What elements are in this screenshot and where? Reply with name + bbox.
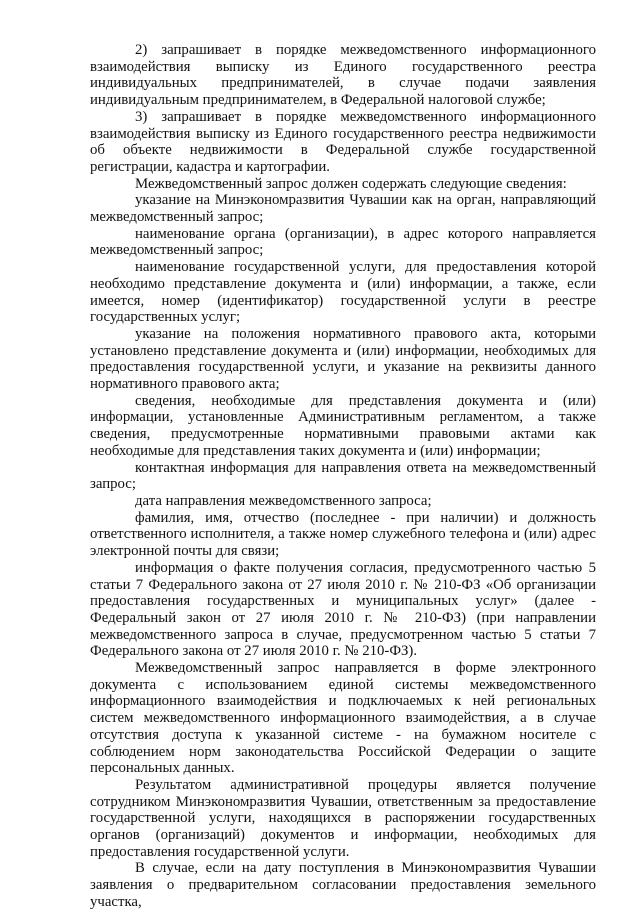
paragraph-procedure-result: Результатом административной процедуры является получение сотрудником Минэкономразвития Чувашии, ответственным за предоставление государственной услуги, находящихся в распоряжении государственных органов (организаций) документов и информации, необходимых для предоставления государственной услуги. — [90, 776, 596, 860]
paragraph-request-format: Межведомственный запрос направляется в форме электронного документа с использованием единой системы межведомственного информационного взаимодействия и подключаемых к ней региональных систем межведомственного информационного взаимодействия, а в случае отсутствия доступа к указанной системе - на бумажном носителе с соблюдением норм законодательства Российской Федерации о защите персональных данных. — [90, 660, 596, 777]
paragraph-request-egrip: 2) запрашивает в порядке межведомственного информационного взаимодействия выписку из Единого государственного реестра индивидуальных предпринимателей, в случае подачи заявления индивидуальным предпринимателем, в Федеральной налоговой службе; — [90, 42, 596, 109]
list-item-contact-info: контактная информация для направления ответа на межведомственный запрос; — [90, 459, 596, 493]
document-body — [90, 42, 596, 911]
paragraph-land-plot-case: В случае, если на дату поступления в Минэкономразвития Чувашии заявления о предварительном согласовании предоставления земельного участка, — [90, 860, 596, 910]
list-item-requesting-body: указание на Минэкономразвития Чувашии как на орган, направляющий межведомственный запрос; — [90, 192, 596, 226]
list-item-service-name: наименование государственной услуги, для предоставления которой необходимо представление документа и (или) информации, а также, если имеется, номер (идентификатор) государственной услуги в реестре государственных услуг; — [90, 259, 596, 326]
list-item-legal-act: указание на положения нормативного правового акта, которыми установлено представление документа и (или) информации, необходимых для предоставления государственной услуги, и указание на реквизиты данного нормативного правового акта; — [90, 325, 596, 393]
list-item-executor: фамилия, имя, отчество (последнее - при наличии) и должность ответственного исполнителя, а также номер служебного телефона и (или) адрес электронной почты для связи; — [90, 509, 596, 560]
paragraph-request-egrn: 3) запрашивает в порядке межведомственного информационного взаимодействия выписку из Единого государственного реестра недвижимости об объекте недвижимости в Федеральной службе государственной регистрации, кадастра и картографии. — [90, 108, 596, 175]
list-item-required-info: сведения, необходимые для представления документа и (или) информации, установленные Административным регламентом, а также сведения, предусмотренные нормативными правовыми актами как необходимые для представления таких документа и (или) информации; — [90, 392, 596, 459]
list-item-consent-info: информация о факте получения согласия, предусмотренного частью 5 статьи 7 Федерального закона от 27 июля 2010 г. № 210-ФЗ «Об организации предоставления государственных и муниципальных услуг» (далее - Федеральный закон от 27 июля 2010 г. № 210-ФЗ) (при направлении межведомственного запроса в случае, предусмотренном частью 5 статьи 7 Федерального закона от 27 июля 2010 г. № 210-ФЗ). — [90, 559, 596, 660]
list-item-request-date: дата направления межведомственного запроса; — [135, 492, 432, 509]
paragraph-request-contents-intro: Межведомственный запрос должен содержать следующие сведения: — [135, 175, 567, 192]
list-item-recipient-body: наименование органа (организации), в адрес которого направляется межведомственный запрос; — [90, 225, 596, 259]
